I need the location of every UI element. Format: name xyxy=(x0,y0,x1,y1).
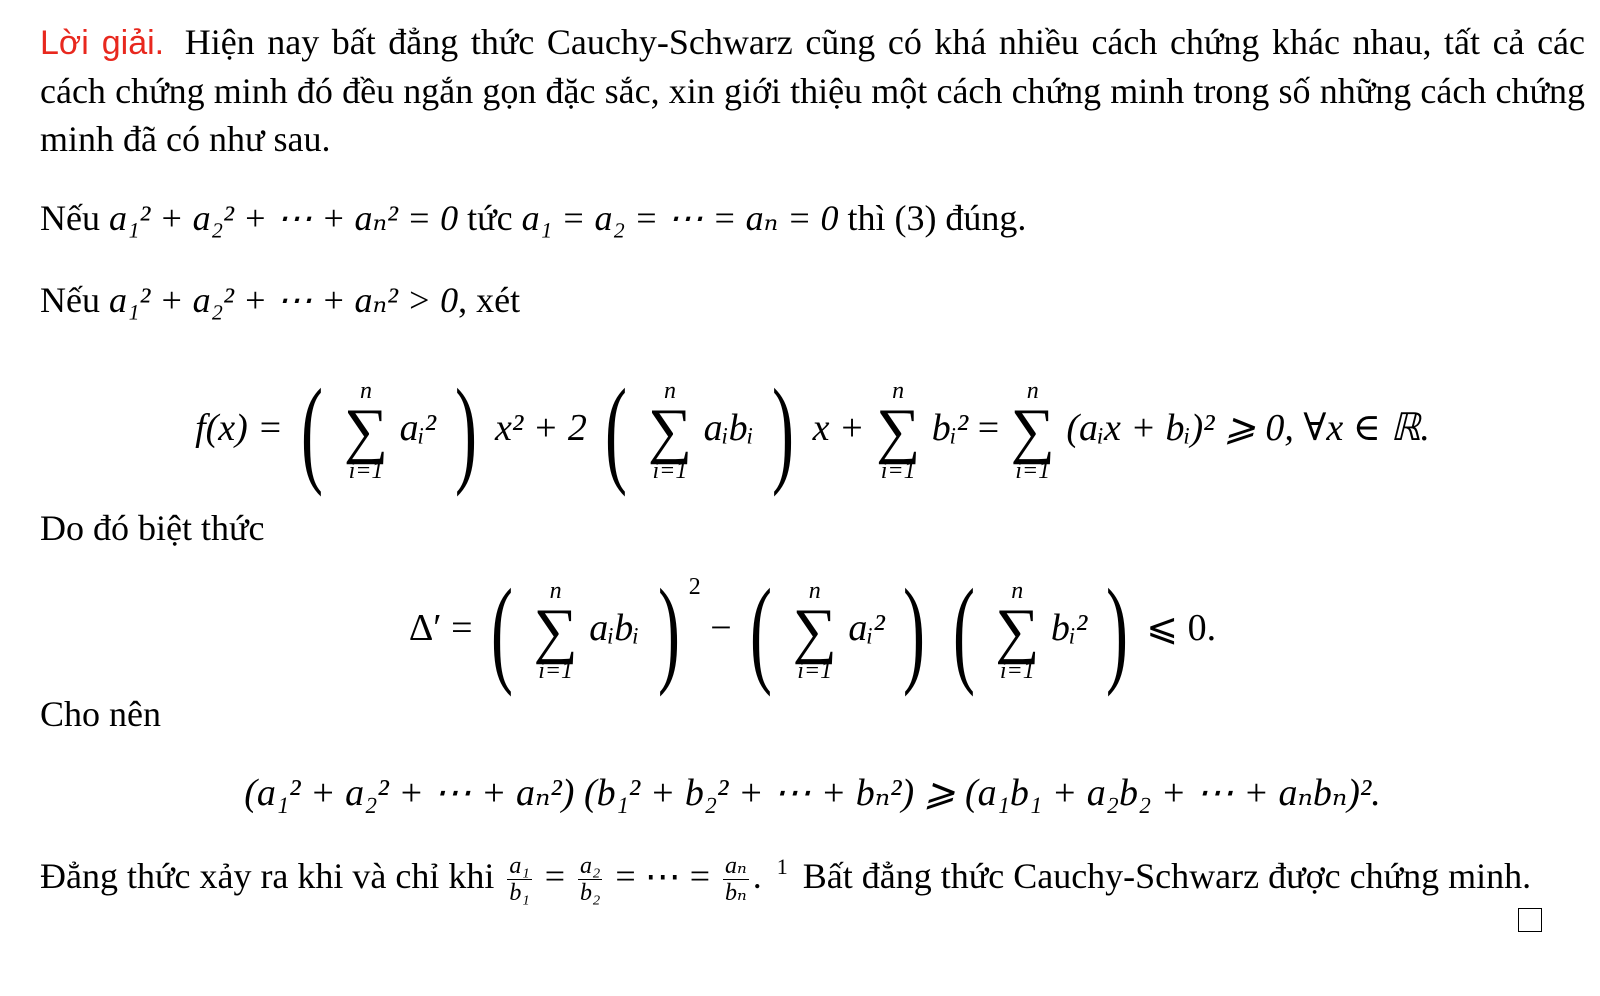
delta-tail: ⩽ 0. xyxy=(1146,607,1217,649)
fx-term2: x² + 2 xyxy=(494,407,587,449)
sum-upper: n xyxy=(808,578,821,605)
case1-condition: a₁² + a₂² + ⋯ + aₙ² = 0 xyxy=(108,198,459,238)
delta-square: 2 xyxy=(688,574,701,600)
term-ai2: aᵢ² xyxy=(399,407,437,449)
fraction-1 xyxy=(507,853,531,906)
case2-prefix: Nếu xyxy=(40,280,100,320)
sum-lower: i=1 xyxy=(999,658,1035,685)
fx-equals: = xyxy=(977,407,1000,449)
fraction-2 xyxy=(578,853,602,906)
sum-upper: n xyxy=(1026,378,1039,405)
left-paren: ( xyxy=(952,564,975,698)
sum-symbol xyxy=(793,579,837,683)
fx-lhs: f(x) = xyxy=(195,407,283,449)
sum-symbol xyxy=(995,579,1039,683)
equality-paragraph xyxy=(40,852,1585,952)
frac-num: a₁ xyxy=(509,853,530,880)
sigma: ∑ xyxy=(995,597,1040,666)
equation-final xyxy=(40,768,1585,818)
discriminant-intro: Do đó biệt thức xyxy=(40,508,265,548)
solution-label: Lời giải. xyxy=(40,24,165,62)
therefore-line: Cho nên xyxy=(40,694,161,734)
case1-consequence: a₁ = a₂ = ⋯ = aₙ = 0 xyxy=(521,198,839,238)
case2-condition: a₁² + a₂² + ⋯ + aₙ² > 0 xyxy=(108,280,459,320)
sigma: ∑ xyxy=(792,597,837,666)
sigma: ∑ xyxy=(343,397,389,466)
equals-sign: = xyxy=(544,856,566,896)
sum-upper: n xyxy=(663,378,676,405)
case-zero-line xyxy=(40,194,1585,242)
sum-upper: n xyxy=(360,378,372,405)
equality-suffix: Bất đẳng thức Cauchy-Schwarz được chứng minh. xyxy=(802,856,1532,896)
delta-minus: − xyxy=(710,607,732,649)
term-aibi: aᵢbᵢ xyxy=(589,607,640,649)
intro-text: Hiện nay bất đẳng thức Cauchy-Schwarz cũng có khá nhiều cách chứng khác nhau, tất cả các cách chứng minh đó đều ngắn gọn đặc sắc, xin giới thiệu một cách chứng minh trong số những cách chứng minh đã có như sau. xyxy=(40,22,1586,159)
fx-tail: (aᵢx + bᵢ)² ⩾ 0, ∀x ∈ ℝ. xyxy=(1066,407,1430,449)
equals-dots: = ⋯ = xyxy=(615,856,710,896)
sum-symbol xyxy=(876,379,920,483)
equation-delta xyxy=(40,558,1585,698)
left-paren: ( xyxy=(750,564,773,698)
sum-upper: n xyxy=(549,578,562,605)
case2-suffix: , xét xyxy=(458,280,521,320)
delta-lhs: Δ′ = xyxy=(408,607,473,649)
sigma: ∑ xyxy=(533,597,578,666)
sum-upper: n xyxy=(892,378,905,405)
case1-prefix: Nếu xyxy=(40,198,100,238)
term-bi2: bᵢ² xyxy=(931,407,969,449)
sum-lower: i=1 xyxy=(1015,458,1051,485)
equation-fx xyxy=(40,358,1585,498)
term-aibi: aᵢbᵢ xyxy=(703,407,754,449)
equality-period: . xyxy=(752,856,762,896)
sum-lower: i=1 xyxy=(652,458,688,485)
right-paren: ) xyxy=(454,364,477,498)
sum-lower: i=1 xyxy=(538,658,574,685)
fx-term3: x + xyxy=(812,407,865,449)
case-positive-line xyxy=(40,276,1585,324)
equality-prefix: Đẳng thức xảy ra khi và chỉ khi xyxy=(40,856,495,896)
right-paren: ) xyxy=(903,564,926,698)
sum-symbol xyxy=(344,379,388,483)
qed-square-icon xyxy=(1518,908,1542,932)
case1-middle: tức xyxy=(467,198,513,238)
frac-den: b₁ xyxy=(509,880,530,907)
left-paren: ( xyxy=(491,564,514,698)
sum-symbol xyxy=(534,579,578,683)
sum-symbol xyxy=(648,379,692,483)
left-paren: ( xyxy=(605,364,628,498)
sigma: ∑ xyxy=(876,397,921,466)
case1-suffix: thì (3) đúng. xyxy=(847,198,1027,238)
term-ai2: aᵢ² xyxy=(848,607,885,649)
final-inequality: (a₁² + a₂² + ⋯ + aₙ²) (b₁² + b₂² + ⋯ + bₙ²) ⩾ (a₁b₁ + a₂b₂ + ⋯ + aₙbₙ)². xyxy=(244,772,1381,814)
intro-paragraph xyxy=(40,18,1585,163)
right-paren: ) xyxy=(772,364,795,498)
frac-den: b₂ xyxy=(580,880,601,907)
sigma: ∑ xyxy=(647,397,693,466)
fraction-n xyxy=(723,853,749,906)
frac-num: a₂ xyxy=(580,853,601,880)
right-paren: ) xyxy=(657,564,680,698)
sigma: ∑ xyxy=(1010,397,1055,466)
sum-upper: n xyxy=(1011,578,1024,605)
sum-lower: i=1 xyxy=(797,658,833,685)
sum-symbol xyxy=(1011,379,1055,483)
sum-lower: i=1 xyxy=(348,458,384,485)
right-paren: ) xyxy=(1105,564,1128,698)
term-bi2: bᵢ² xyxy=(1050,607,1088,649)
sum-lower: i=1 xyxy=(880,458,916,485)
footnote-mark[interactable]: 1 xyxy=(776,854,788,879)
frac-num: aₙ xyxy=(725,853,747,880)
frac-den: bₙ xyxy=(725,880,747,907)
left-paren: ( xyxy=(301,364,324,498)
